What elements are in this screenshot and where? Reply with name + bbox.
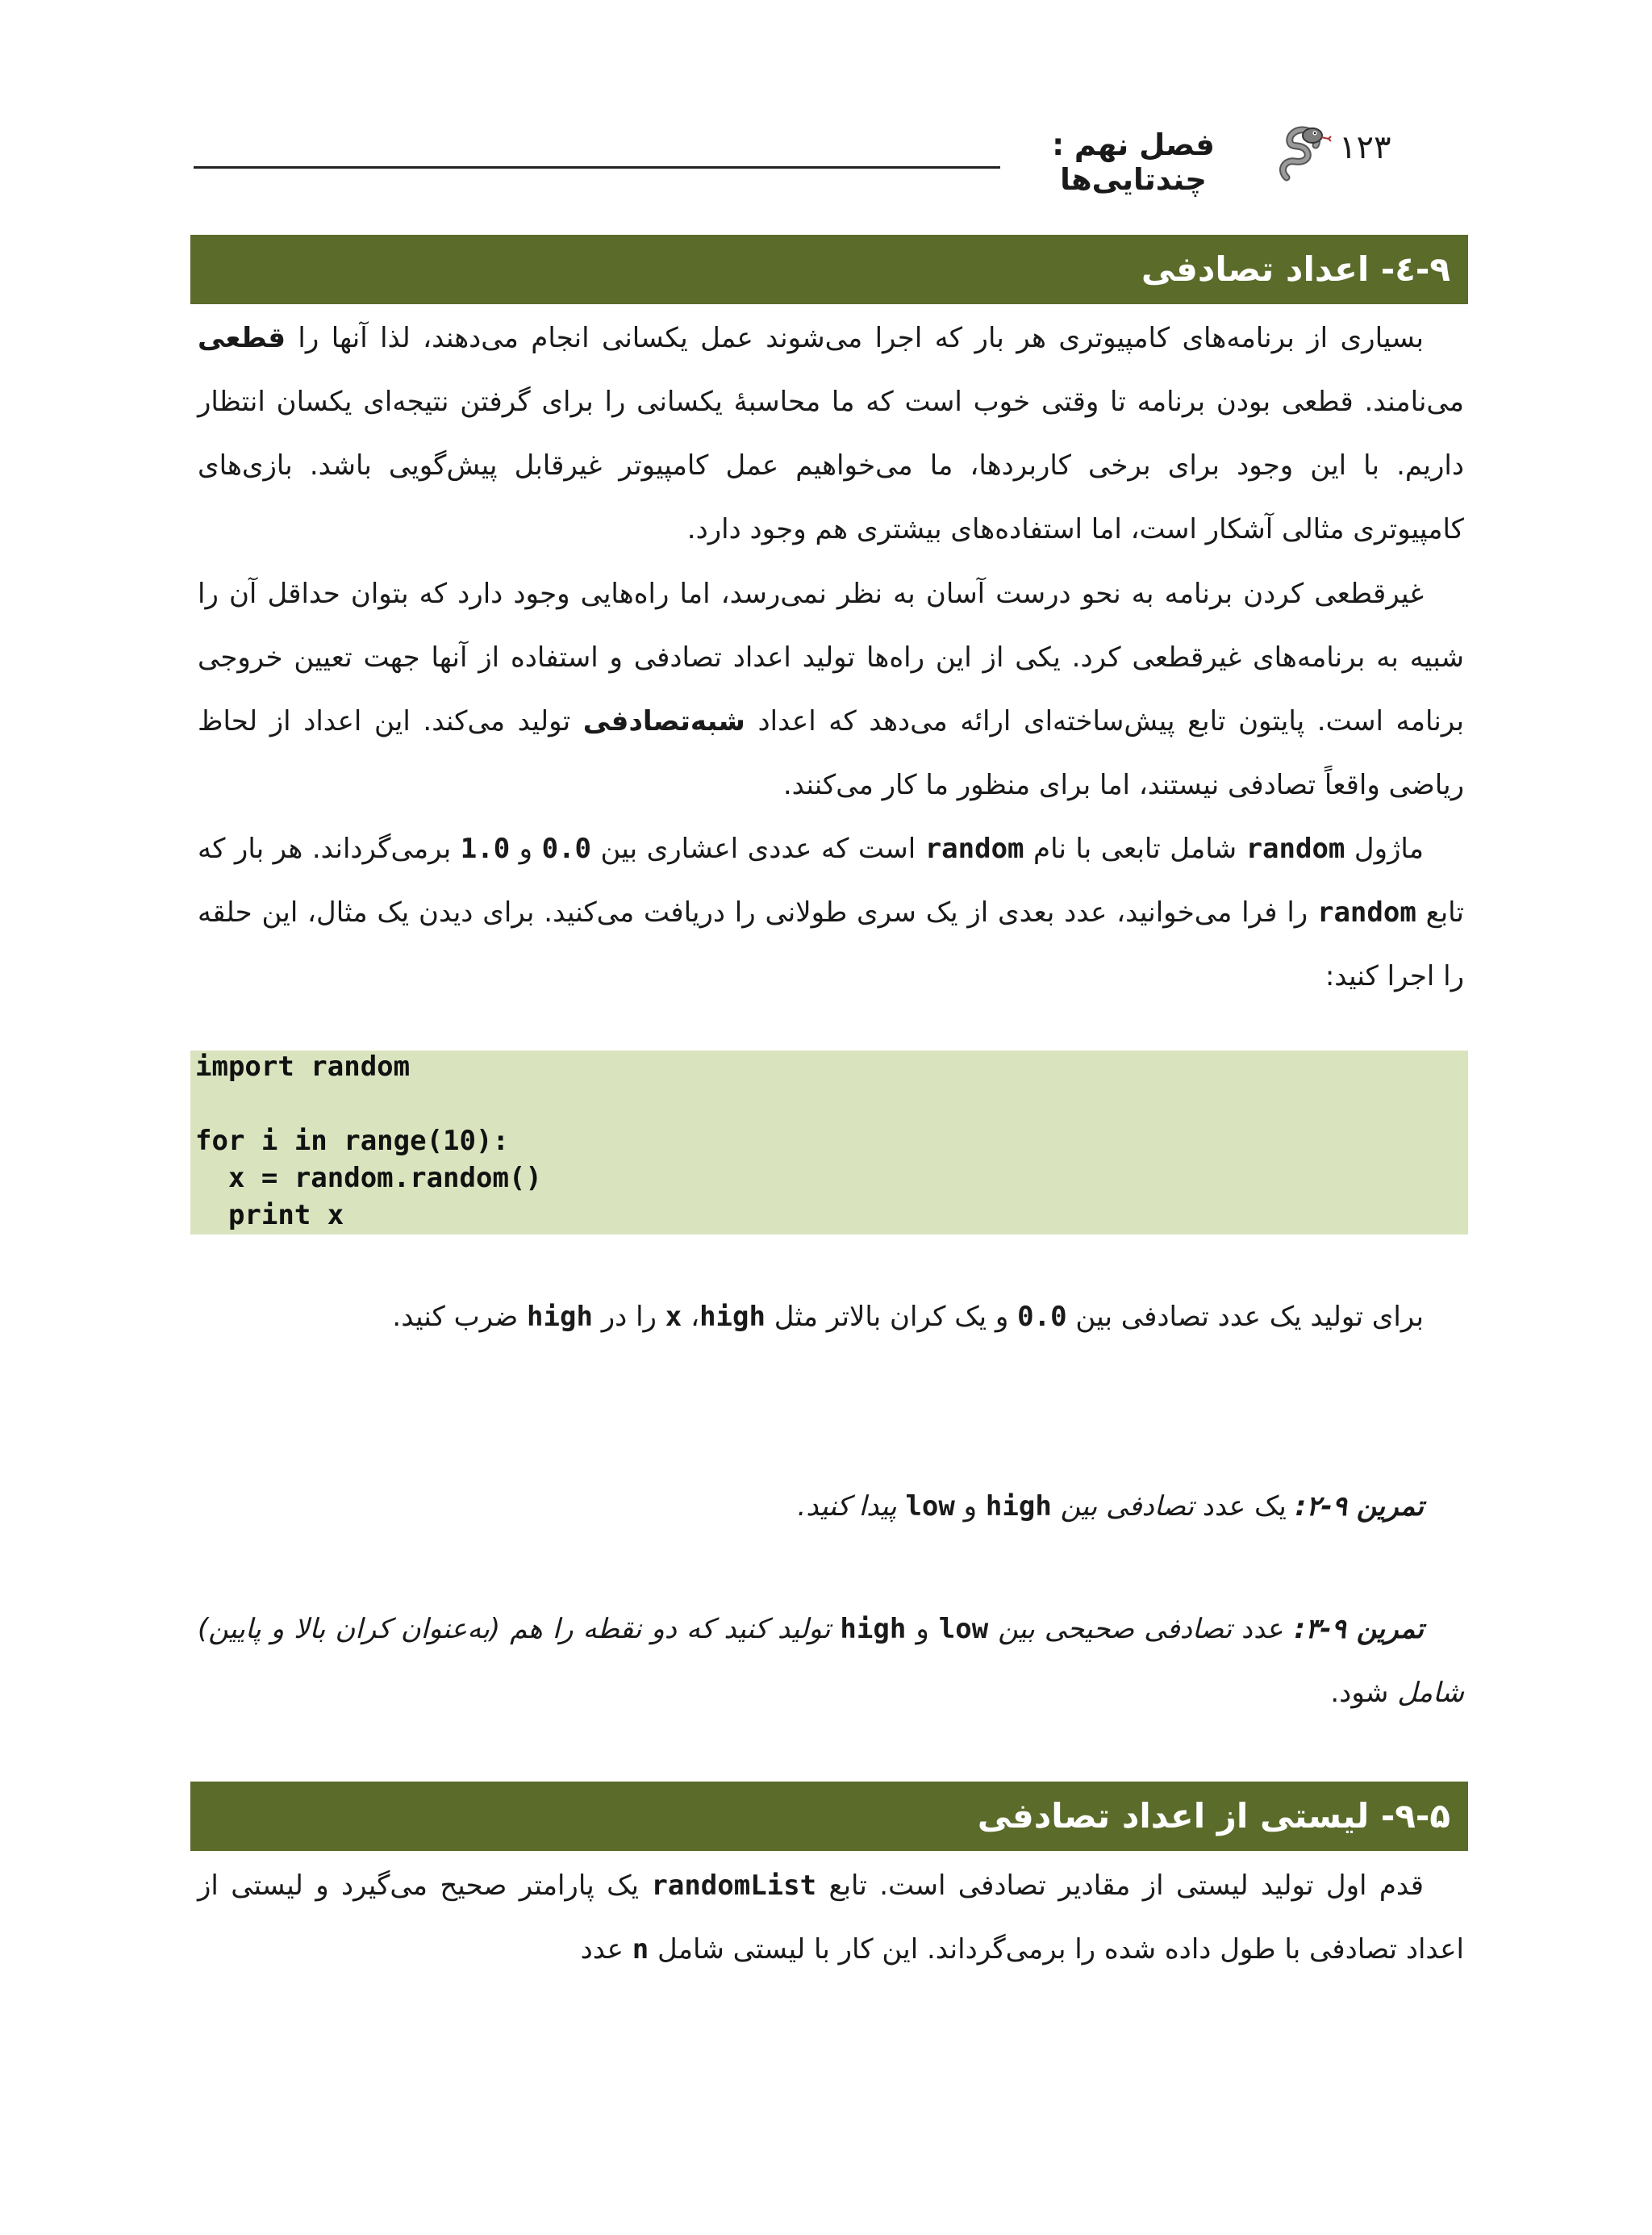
section-heading-random-numbers: ۹-٤- اعداد تصادفی [190,235,1468,304]
paragraph-deterministic: بسیاری از برنامه‌های کامپیوتری هر بار که اجرا می‌شوند عمل یکسانی انجام می‌دهند، لذا آنها را قطعی می‌نامند. قطعی بودن برنامه تا وقتی خوب است که ما محاسبۀ یکسانی را برای گرفتن نتیجه‌ای یکسان انتظار داریم. با این وجود برای برخی کاربردها، ما می‌خواهیم عمل کامپیوتر غیرقابل پیش‌گویی باشد. بازی‌های کامپیوتری مثالی آشکار است، اما استفاده‌های بیشتری هم وجود دارد. [198,322,1464,545]
code-line: import random [195,1051,411,1083]
code-high: high [699,1301,766,1333]
code-random: random [1245,833,1345,865]
code-random: random [1316,896,1416,929]
code-n: n [632,1933,649,1966]
code-zero: 0.0 [541,833,592,865]
code-low: low [905,1490,955,1523]
code-x: x [665,1301,682,1333]
code-randomlist: randomList [651,1869,817,1902]
exercise-label: تمرین ۹-۳: [1294,1613,1425,1645]
code-one: 1.0 [460,833,511,865]
term-deterministic: قطعی [198,322,286,354]
code-line: x = random.random() [195,1162,542,1194]
page-number: ۱۲۳ [1339,129,1391,166]
code-zero: 0.0 [1017,1301,1067,1333]
code-line: for i in range(10): [195,1125,509,1157]
exercise-9-3: تمرین ۹-۳: عدد تصادفی صحیحی بین low و high تولید کنید که دو نقطه را هم (به‌عنوان کران بالا و پایین) شامل شود. [198,1613,1464,1709]
exercise-9-2: تمرین ۹-۲: یک عدد تصادفی بین high و low پیدا کنید. [797,1490,1424,1523]
section-heading-random-list: ۹-۵- لیستی از اعداد تصادفی [190,1782,1468,1851]
chapter-title: فصل نهم : چندتایی‌ها [1052,127,1215,197]
code-random: random [924,833,1024,865]
header-rule [194,166,1000,169]
code-high: high [840,1613,907,1645]
code-block [190,1051,1468,1234]
python-snake-icon [1270,121,1335,186]
paragraph-upper-bound: برای تولید یک عدد تصادفی بین 0.0 و یک کران بالاتر مثل high، x را در high ضرب کنید. [392,1301,1424,1333]
code-high: high [527,1301,593,1333]
paragraph-random-list: قدم اول تولید لیستی از مقادیر تصادفی است. تابع randomList یک پارامتر صحیح می‌گیرد و لیستی از اعداد تصادفی با طول داده شده را برمی‌گرداند. این کار با لیستی شامل n عدد [198,1869,1464,1966]
page-header [194,121,1466,197]
paragraph-nondeterministic: غیرقطعی کردن برنامه به نحو درست آسان به نظر نمی‌رسد، اما راه‌هایی وجود دارد که بتوان حداقل آن را شبیه به برنامه‌های غیرقطعی کرد. یکی از این راه‌ها تولید اعداد تصادفی و استفاده از آنها جهت تعیین خروجی برنامه است. پایتون تابع پیش‌ساخته‌ای ارائه می‌دهد که اعداد شبه‌تصادفی تولید می‌کند. این اعداد از لحاظ ریاضی واقعاً تصادفی نیستند، اما برای منظور ما کار می‌کنند. [198,578,1464,801]
code-low: low [938,1613,989,1645]
term-pseudorandom: شبه‌تصادفی [582,705,745,737]
code-high: high [985,1490,1052,1523]
paragraph-random-module: ماژول random شامل تابعی با نام random است که عددی اعشاری بین 0.0 و 1.0 برمی‌گرداند. هر بار که تابع random را فرا می‌خوانید، عدد بعدی از یک سری طولانی را دریافت می‌کنید. برای دیدن یک مثال، این حلقه را اجرا کنید: [198,833,1464,992]
exercise-label: تمرین ۹-۲: [1295,1490,1424,1523]
code-line: print x [195,1199,344,1231]
